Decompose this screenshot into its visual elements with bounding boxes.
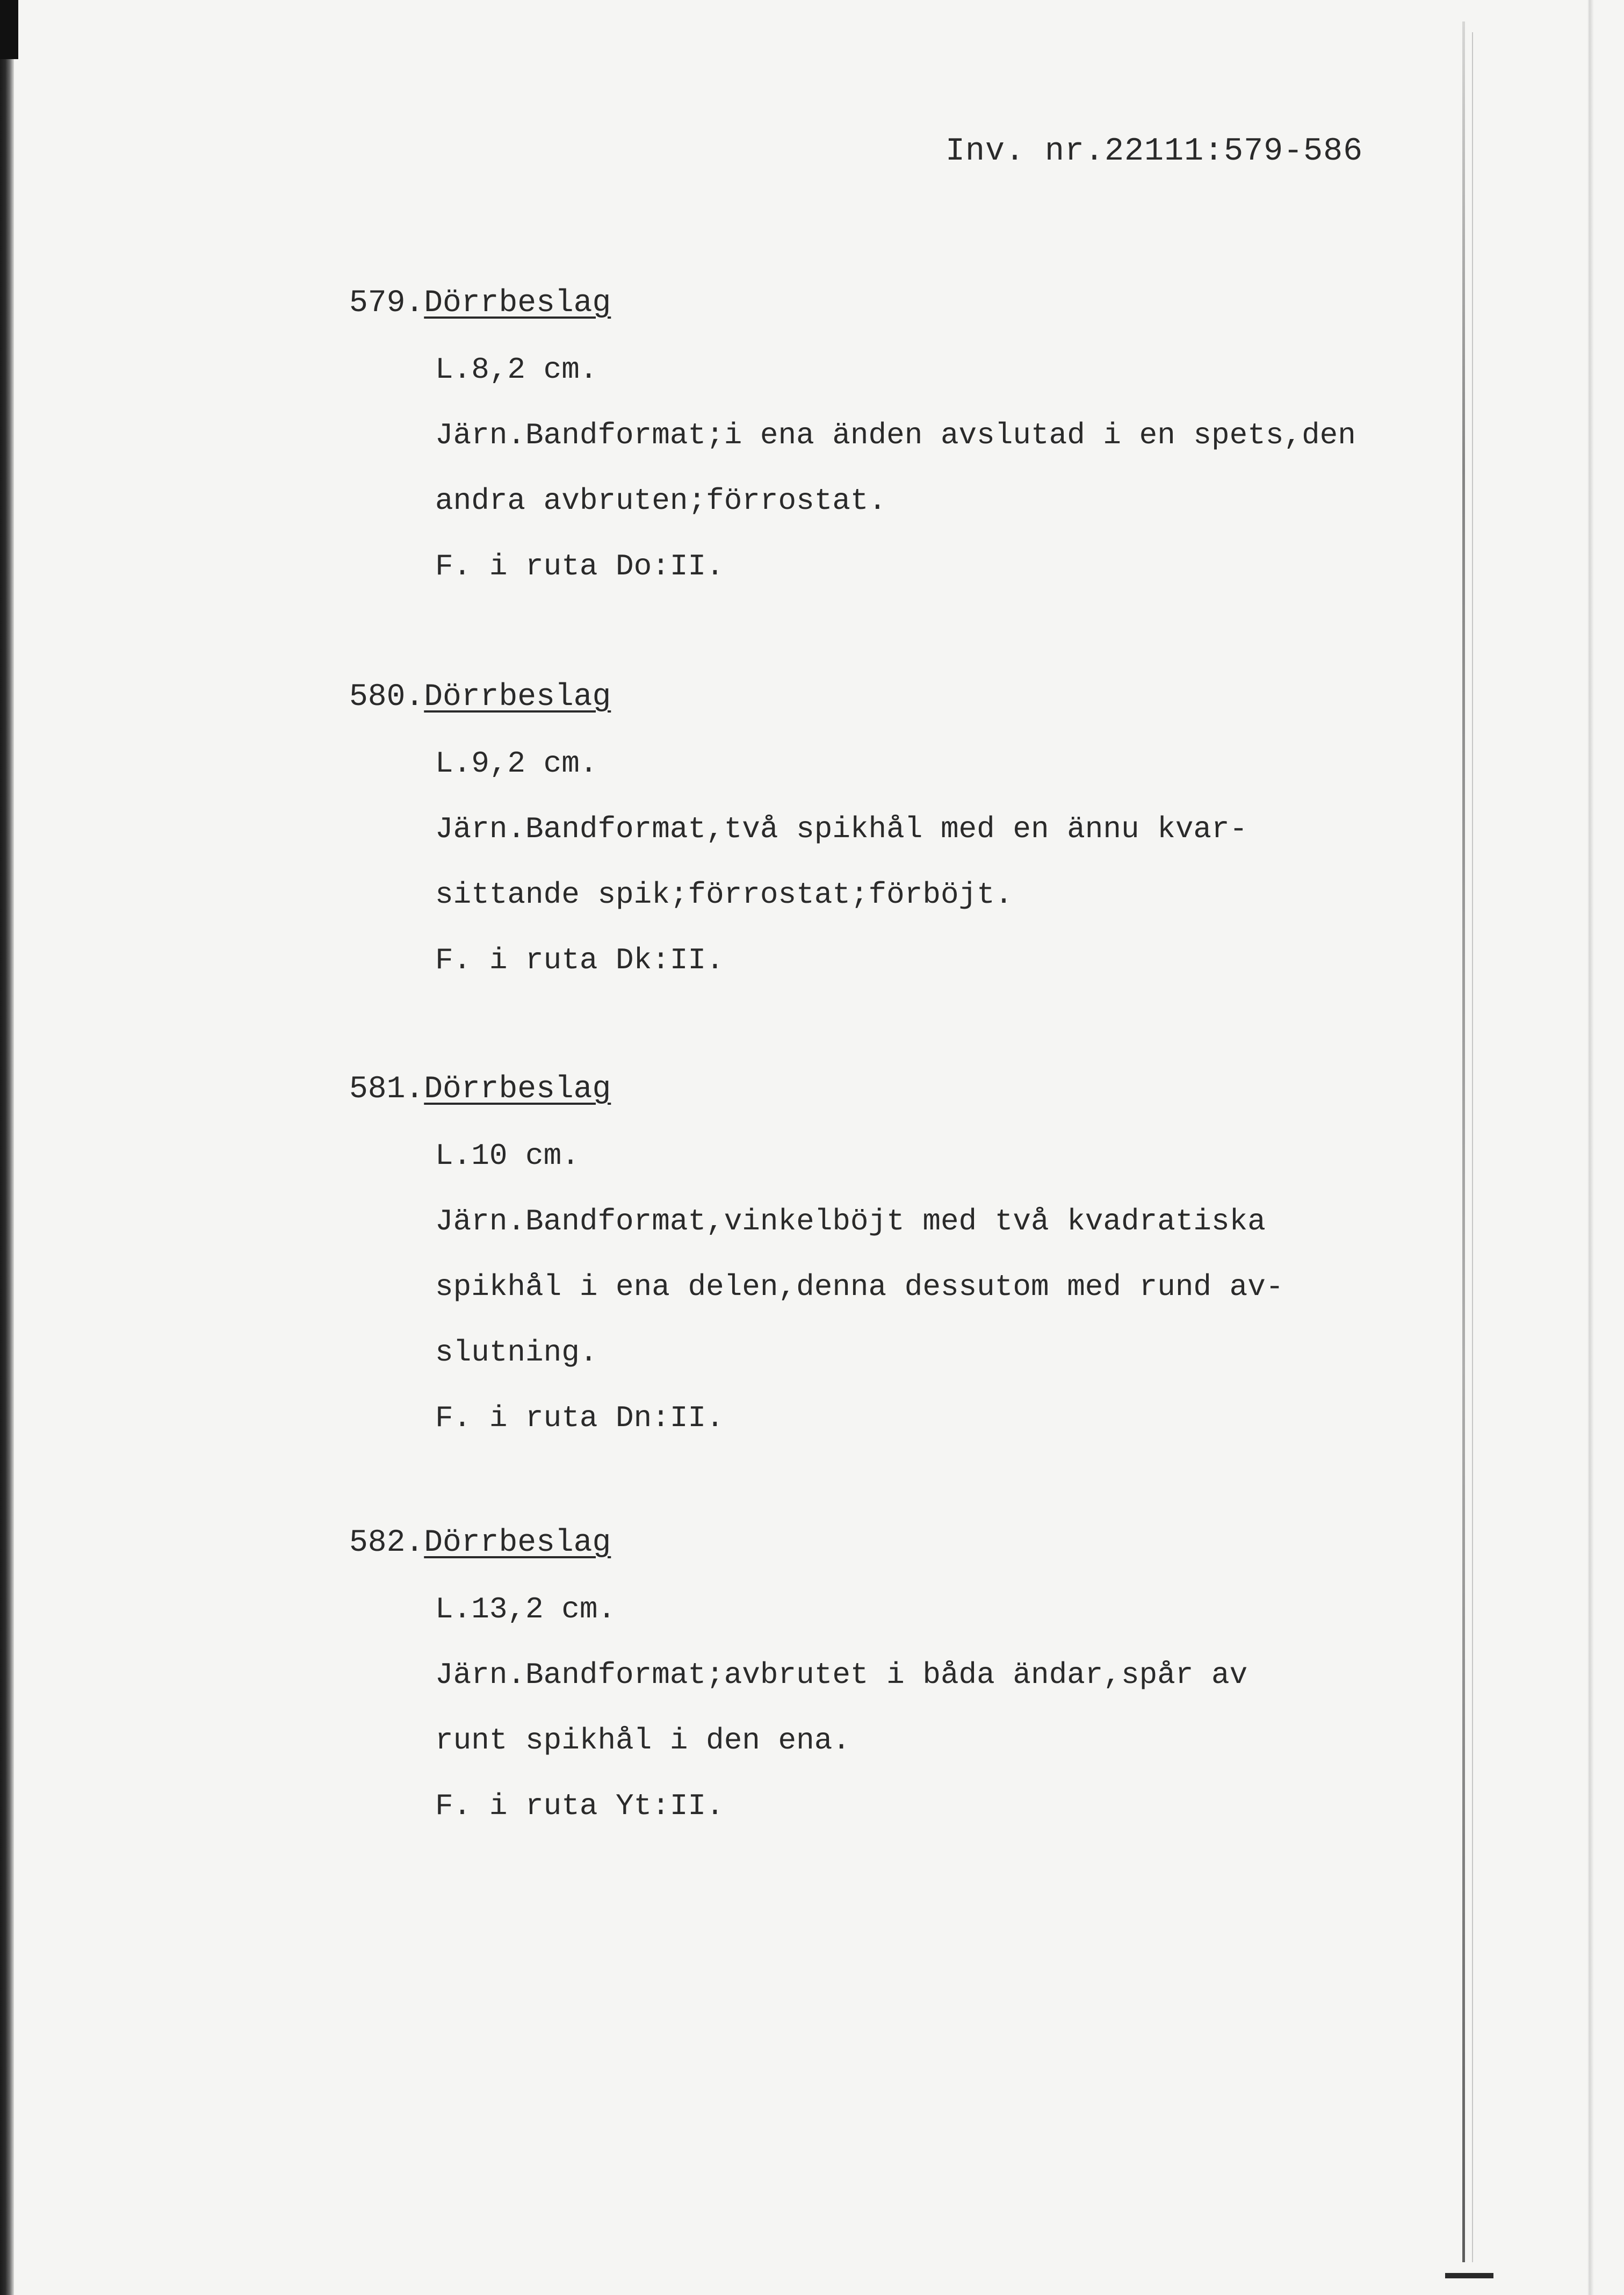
entry-description: runt spikhål i den ena. (435, 1723, 850, 1758)
entry-title (349, 1522, 1450, 1565)
entry-findspot: F. i ruta Dn:II. (435, 1401, 724, 1435)
scan-corner-mark (1445, 2273, 1493, 2278)
entry-number: 582. (349, 1526, 424, 1560)
entry-length: L.9,2 cm. (435, 746, 598, 781)
entry-title (349, 1068, 1450, 1111)
entry-description: spikhål i ena delen,denna dessutom med rund av- (435, 1270, 1284, 1304)
entry-findspot: F. i ruta Dk:II. (435, 943, 724, 977)
catalog-entry (349, 282, 1450, 599)
entry-number: 581. (349, 1072, 424, 1107)
entry-name: Dörrbeslag (424, 1072, 611, 1107)
binding-shadow (1462, 21, 1465, 2262)
entry-length: L.13,2 cm. (435, 1592, 616, 1627)
entry-length: L.8,2 cm. (435, 352, 598, 387)
entry-description: Järn.Bandformat;i ena änden avslutad i en spets,den (435, 418, 1356, 452)
catalog-entry (349, 1068, 1450, 1451)
entry-description: Järn.Bandformat,vinkelböjt med två kvadratiska (435, 1204, 1266, 1239)
inventory-number: Inv. nr.22111:579-586 (945, 133, 1363, 170)
entry-description: andra avbruten;förrostat. (435, 484, 887, 518)
entry-description: Järn.Bandformat;avbrutet i båda ändar,spår av (435, 1658, 1248, 1692)
entry-name: Dörrbeslag (424, 1526, 611, 1560)
entry-description: slutning. (435, 1335, 598, 1370)
entry-description: Järn.Bandformat,två spikhål med en ännu kvar- (435, 812, 1248, 846)
scan-edge-corner (0, 0, 18, 59)
binding-shadow-secondary (1472, 32, 1473, 2262)
scan-edge-right (1463, 0, 1624, 2295)
entry-title (349, 282, 1450, 325)
entry-description: sittande spik;förrostat;förböjt. (435, 877, 1013, 912)
entry-number: 580. (349, 680, 424, 715)
entry-number: 579. (349, 286, 424, 321)
catalog-entry (349, 1522, 1450, 1839)
entry-length: L.10 cm. (435, 1139, 580, 1173)
entry-name: Dörrbeslag (424, 286, 611, 321)
catalog-entry (349, 676, 1450, 993)
entry-findspot: F. i ruta Do:II. (435, 549, 724, 584)
entry-title (349, 676, 1450, 719)
scan-edge-left (0, 0, 14, 2295)
entry-name: Dörrbeslag (424, 680, 611, 715)
entry-findspot: F. i ruta Yt:II. (435, 1789, 724, 1823)
